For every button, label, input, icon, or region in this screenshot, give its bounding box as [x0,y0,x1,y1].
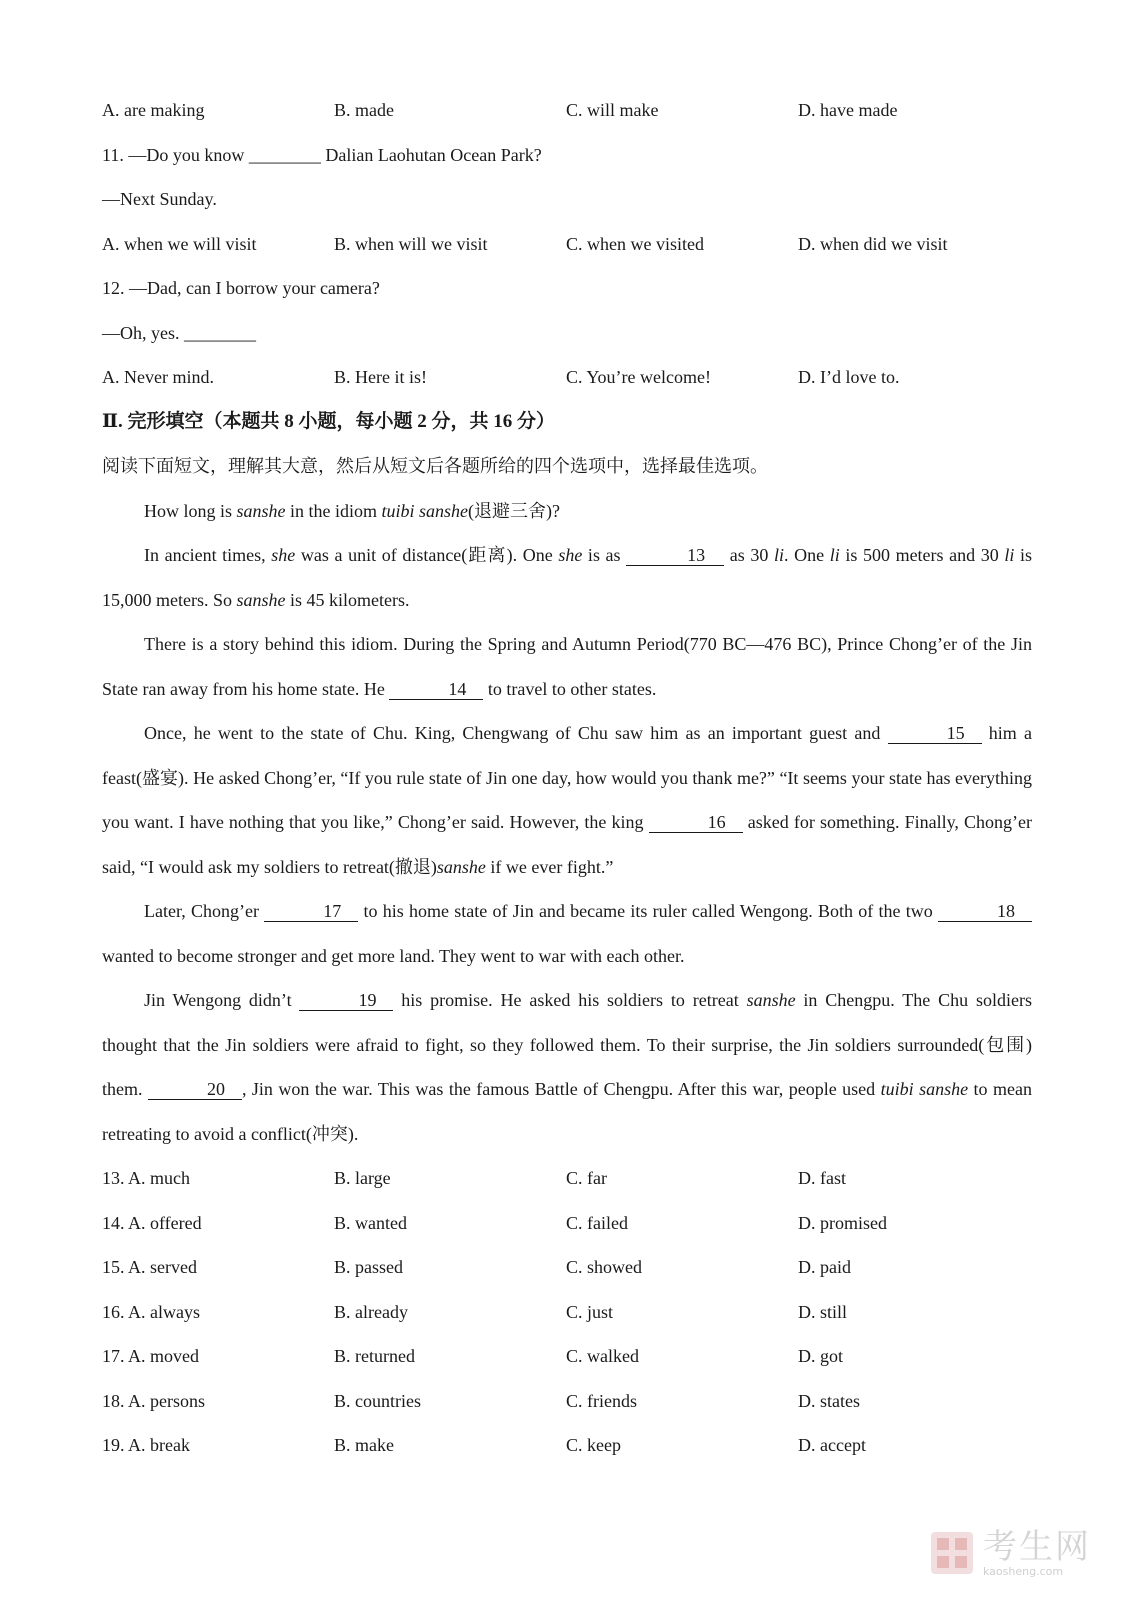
passage-paragraph: Later, Chong’er 17 to his home state of Jin and became its ruler called Wengong. Both of the two 18 wanted to become stronger and get more land. They went to war with each other. [102,889,1032,978]
blank-17: 17 [264,901,358,922]
option: B. returned [334,1346,415,1366]
option: C. showed [566,1257,642,1277]
option: B. Here it is! [334,367,427,387]
option: C. far [566,1168,607,1188]
option: C. will make [566,100,659,120]
passage-paragraph: There is a story behind this idiom. During the Spring and Autumn Period(770 BC—476 BC), Prince Chong’er of the Jin State ran away from his home state. He 14 to travel to other states. [102,634,1032,699]
passage-paragraph: Jin Wengong didn’t 19 his promise. He asked his soldiers to retreat sanshe in Chengpu. The Chu soldiers thought that the Jin soldiers were afraid to fight, so they followed them. To their surprise, the Jin soldiers surrounded(包围) them. 20 , Jin won the war. This was the famous Battle of Chengpu. After this war, people used tuibi sanshe to mean retreating to avoid a conflict(冲突). [102,990,1033,1144]
q11-stem: 11. —Do you know ________ Dalian Laohutan Ocean Park? [102,144,542,165]
option: D. states [798,1390,860,1411]
choice-list [102,1156,1032,1468]
option: C. keep [566,1435,621,1455]
q12-reply: —Oh, yes. ________ [102,322,256,343]
q11-reply: —Next Sunday. [102,189,217,209]
q11-options [102,222,1032,267]
choice-row [102,1156,1032,1201]
q12-blank: ________ [184,322,256,343]
option: D. fast [798,1168,846,1188]
section-instruction: 阅读下面短文，理解其大意，然后从短文后各题所给的四个选项中，选择最佳选项。 [102,456,768,476]
option: C. just [566,1301,614,1322]
option: 18. A. persons [102,1390,205,1411]
option: 19. A. break [102,1435,190,1455]
blank-16: 16 [649,812,743,833]
option: 13. A. much [102,1168,190,1188]
option: A. Never mind. [102,367,214,387]
blank-15: 15 [888,723,982,744]
option: A. are making [102,100,205,120]
passage-paragraph: In ancient times, she was a unit of distance(距离). One she is as 13 as 30 li. One li is 500 meters and 30 li is 15,000 meters. So sanshe is 45 kilometers. [102,545,1033,610]
option: B. countries [334,1390,421,1411]
choice-row [102,1379,1032,1424]
option: 17. A. moved [102,1346,199,1366]
passage-paragraph: How long is sanshe in the idiom tuibi sanshe(退避三舍)? [144,500,561,521]
q10-options [102,88,1032,133]
choice-row [102,1423,1032,1468]
option: B. passed [334,1257,403,1277]
watermark-en: kaosheng.com [983,1565,1064,1578]
option: B. large [334,1168,391,1188]
option: D. promised [798,1212,887,1233]
blank-14: 14 [389,679,483,700]
option: A. when we will visit [102,233,257,254]
q12-options [102,355,1032,400]
watermark-text [983,1528,1091,1578]
blank-18: 18 [938,901,1032,922]
blank-19: 19 [299,990,393,1011]
option: D. accept [798,1435,866,1455]
option: C. when we visited [566,233,704,254]
option: 14. A. offered [102,1212,202,1233]
choice-row [102,1245,1032,1290]
watermark [929,1528,1091,1578]
option: D. I’d love to. [798,367,900,387]
choice-row [102,1290,1032,1335]
choice-row [102,1334,1032,1379]
option: B. already [334,1301,408,1322]
choice-row [102,1201,1032,1246]
option: B. wanted [334,1212,407,1233]
option: C. friends [566,1390,637,1411]
option: B. when will we visit [334,233,488,254]
section-heading: Ⅱ. 完形填空（本题共 8 小题，每小题 2 分，共 16 分） [102,410,556,432]
option: B. make [334,1435,394,1455]
option: D. still [798,1301,848,1322]
blank-13: 13 [626,545,724,566]
option: 15. A. served [102,1257,197,1277]
option: C. failed [566,1212,628,1233]
kaosheng-logo-icon [929,1530,975,1576]
option: D. when did we visit [798,233,948,254]
option: D. have made [798,100,898,120]
watermark-cn: 考生网 [983,1527,1091,1567]
q11-blank: ________ [248,144,321,165]
passage-paragraph: Once, he went to the state of Chu. King, Chengwang of Chu saw him as an important guest and 15 him a feast(盛宴). He asked Chong’er, “If you rule state of Jin one day, how would you thank me?” “It seems your state has everything you want. I have nothing that you like,” Chong’er said. However, the king 16 asked for something. Finally, Chong’er said, “I would ask my soldiers to retreat(撤退)sanshe if we ever fight.” [102,723,1032,877]
option: D. paid [798,1257,851,1277]
option: 16. A. always [102,1301,200,1322]
option: C. You’re welcome! [566,367,711,387]
q12-stem: 12. —Dad, can I borrow your camera? [102,278,380,298]
option: B. made [334,100,394,120]
option: C. walked [566,1346,639,1366]
option: D. got [798,1346,843,1366]
blank-20: 20 [148,1079,242,1100]
exam-page [102,88,1032,1468]
